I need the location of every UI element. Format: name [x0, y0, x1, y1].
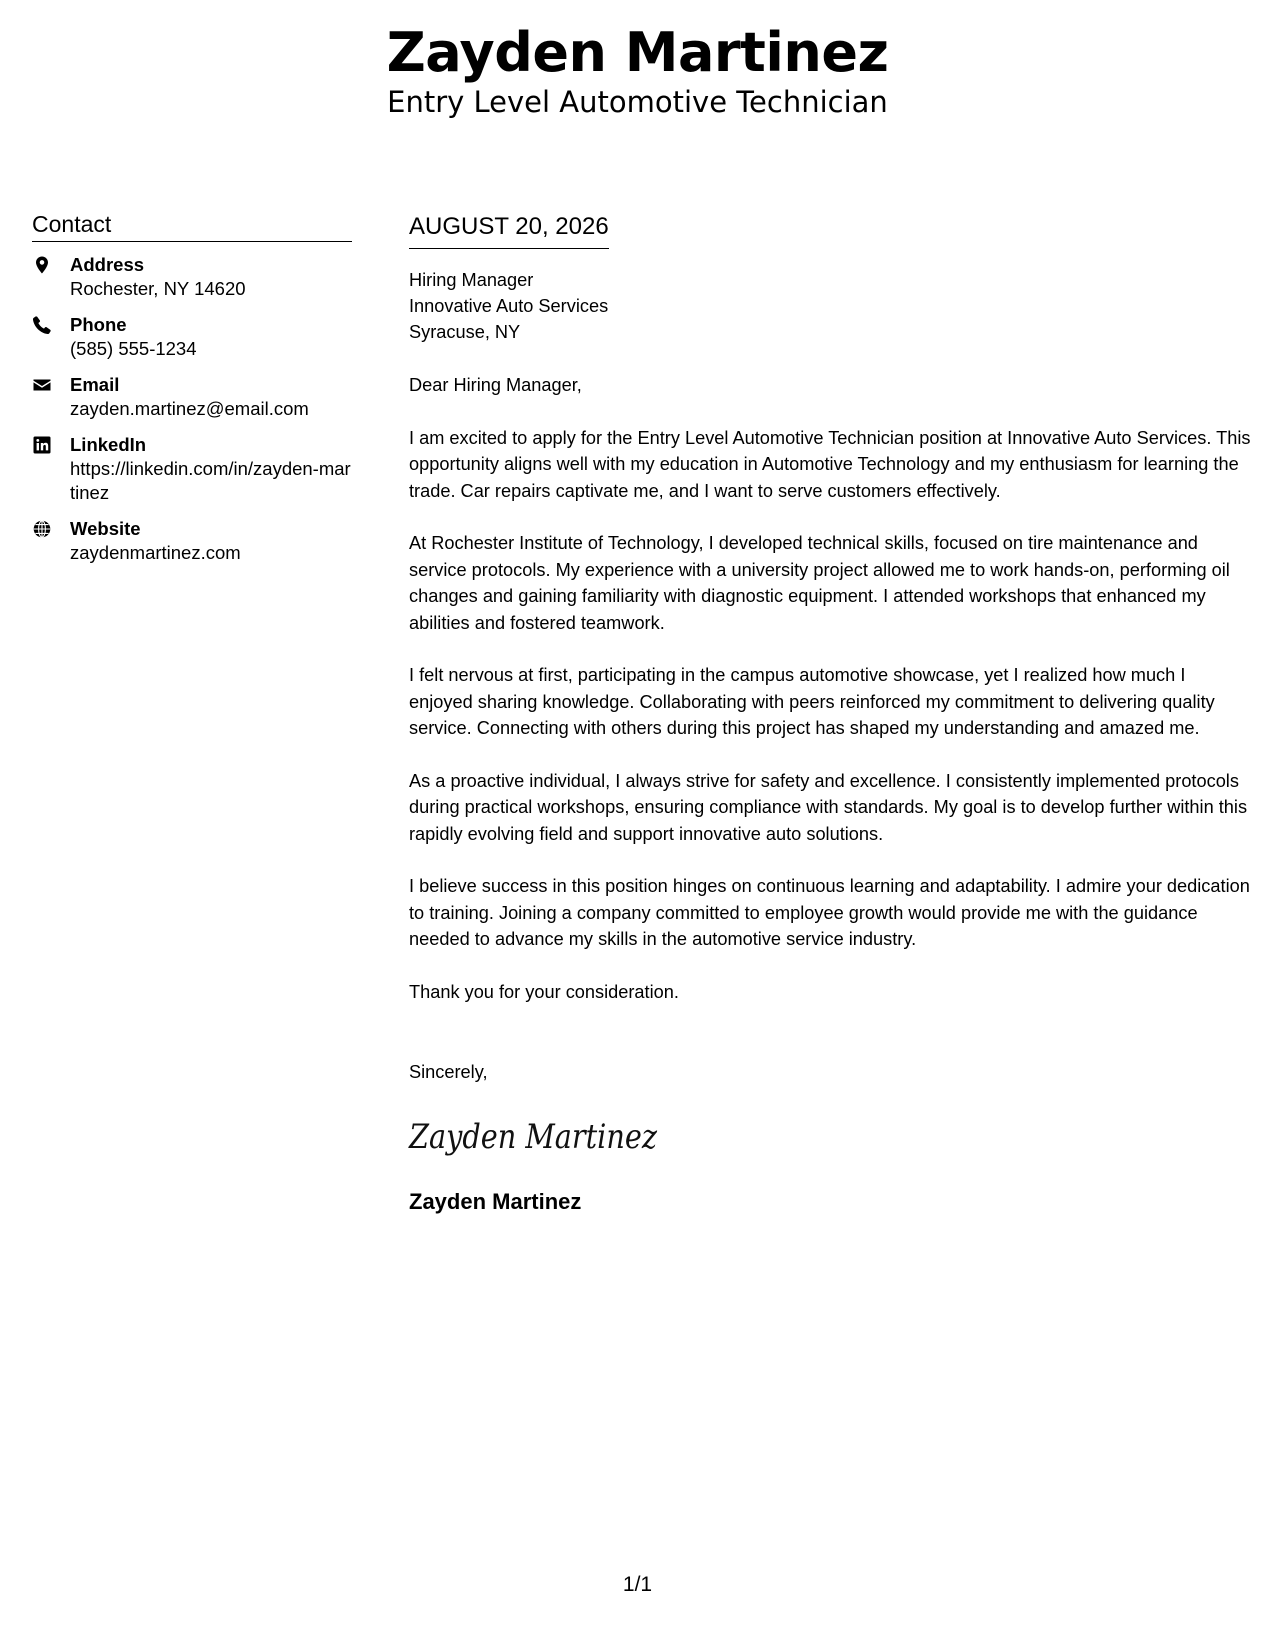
linkedin-value[interactable]: https://linkedin.com/in/zayden-martinez — [70, 458, 351, 503]
page-number: 1/1 — [622, 1573, 653, 1596]
linkedin-icon — [32, 432, 70, 455]
contact-heading: Contact — [32, 210, 352, 242]
envelope-icon — [32, 372, 70, 395]
body-paragraph: I believe success in this position hinges on continuous learning and adaptability. I admire your dedication to training. Joining a company committed to employee growth would provide me with the guidance needed to advance my skills in the automotive service industry. — [409, 876, 1250, 949]
recipient-block — [409, 267, 1254, 345]
letter-body — [409, 212, 1254, 1216]
contact-label: Address — [70, 254, 145, 275]
signature-text: Zayden Martinez — [408, 1116, 658, 1157]
body-paragraph: I am excited to apply for the Entry Level Automotive Technician position at Innovative Auto Services. This opportunity aligns well with my education in Automotive Technology and my enthusiasm for learning the trade. Car repairs captivate me, and I want to serve customers effectively. — [409, 427, 1251, 501]
contact-item-phone — [32, 312, 352, 361]
contact-label: Website — [70, 518, 141, 539]
job-title: Entry Level Automotive Technician — [387, 85, 888, 119]
recipient-company: Innovative Auto Services — [409, 296, 609, 316]
body-paragraph: As a proactive individual, I always strive for safety and excellence. I consistently implemented protocols during practical workshops, ensuring compliance with standards. My goal is to develop further within this rapidly evolving field and support innovative auto solutions. — [409, 770, 1248, 844]
body-paragraph: At Rochester Institute of Technology, I developed technical skills, focused on tire maintenance and service protocols. My experience with a university project allowed me to work hands-on, performing oil changes and gaining familiarity with diagnostic equipment. I attended workshops that enhanced my abilities and fostered teamwork. — [409, 533, 1230, 633]
contact-item-email — [32, 372, 352, 421]
website-value[interactable]: zaydenmartinez.com — [70, 542, 241, 563]
address-value: Rochester, NY 14620 — [70, 278, 246, 299]
contact-list — [32, 252, 352, 565]
contact-label: Phone — [70, 314, 127, 335]
applicant-name: Zayden Martinez — [386, 21, 889, 84]
email-value[interactable]: zayden.martinez@email.com — [70, 398, 309, 419]
thank-you-line: Thank you for your consideration. — [409, 981, 679, 1002]
phone-icon — [32, 312, 70, 335]
body-paragraph: I felt nervous at first, participating in the campus automotive showcase, yet I realized how much I enjoyed sharing knowledge. Collaborating with peers reinforced my commitment to delivering quality service. Connecting with others during this project has shaped my understanding and amazed me. — [409, 665, 1215, 738]
closing: Sincerely, — [409, 1062, 488, 1082]
contact-label: LinkedIn — [70, 434, 147, 455]
contact-item-linkedin — [32, 432, 352, 505]
contact-item-website — [32, 516, 352, 565]
letter-header — [0, 22, 1275, 120]
recipient-name: Hiring Manager — [409, 270, 534, 290]
phone-value: (585) 555-1234 — [70, 338, 197, 359]
salutation: Dear Hiring Manager, — [409, 375, 582, 395]
signed-name: Zayden Martinez — [409, 1188, 582, 1214]
globe-icon — [32, 516, 70, 539]
contact-sidebar — [32, 210, 352, 576]
handwritten-signature — [409, 1110, 1254, 1162]
location-pin-icon — [32, 252, 70, 275]
letter-date: AUGUST 20, 2026 — [409, 212, 609, 249]
recipient-location: Syracuse, NY — [409, 322, 521, 342]
contact-item-address — [32, 252, 352, 301]
contact-label: Email — [70, 374, 120, 395]
